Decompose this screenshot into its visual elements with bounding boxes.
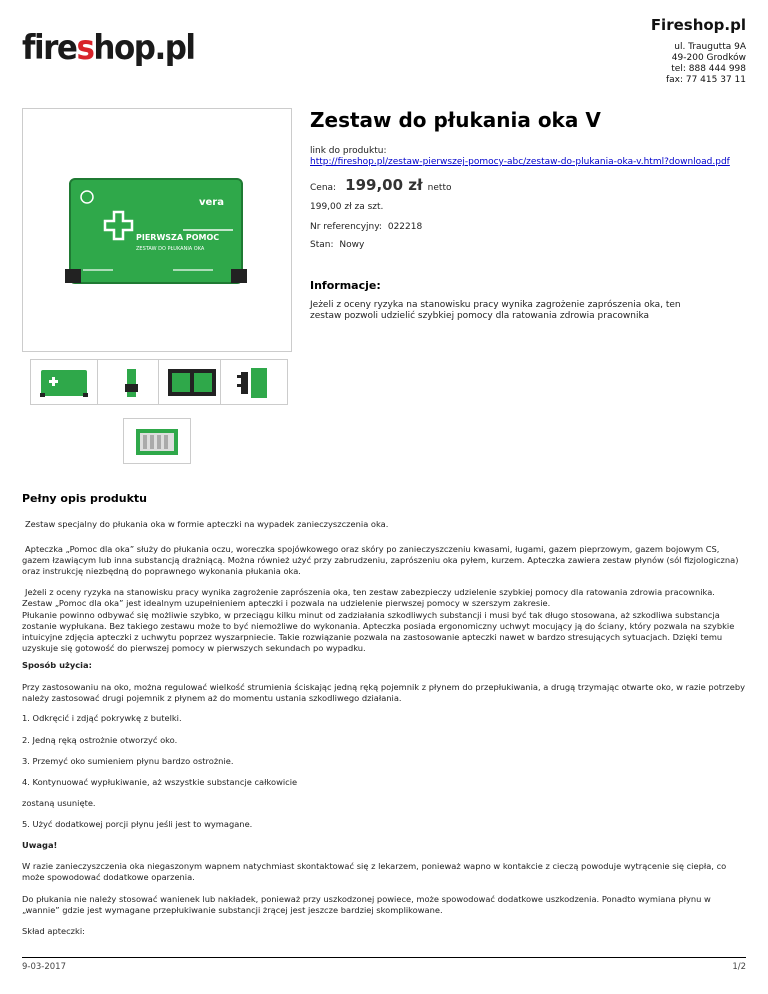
reference-value: 022218 (387, 222, 423, 232)
state-row (310, 240, 364, 250)
footer-rule (22, 957, 746, 958)
state-label: Stan: (310, 240, 334, 250)
state-value: Nowy (339, 240, 365, 250)
unit-price: 199,00 zł za szt. (310, 202, 384, 212)
thumbnail-3[interactable] (158, 359, 226, 405)
price-label: Cena: (310, 183, 337, 193)
price-value: 199,00 zł (345, 176, 423, 194)
desc-paragraph-3a: Jeżeli z oceny ryzyka na stanowisku pracy wynika zagrożenie zaprószenia oka, ten zestaw zabezpieczy udzielenie szybkiej pomocy dla ratowania zdrowia pracownika. Zestaw „Pomoc dla oka” jest idealnym uzupełnieniem apteczki i pozwala na udzielenie pierwszej pomocy w szerszym zakresie. (22, 587, 715, 608)
desc-paragraph-2: Apteczka „Pomoc dla oka” służy do płukania oczu, woreczka spojówkowego oraz skóry po zanieczyszczeniu kwasami, ługami, gazem pieprzowym, gazem bojowym CS, gazem łzawiącym lub inna substancją drażniącą. Można również użyć przy zabrudzeniu, zaprószeniu oka pyłem, kurzem. Apteczka zawiera zestaw płynów (sól fizjologiczna) oraz instrukcję niezbędną do poprawnego wykonania płukania oka. (22, 544, 739, 576)
logo-text-fire: fire (22, 28, 77, 68)
thumbnail-5[interactable] (123, 418, 191, 464)
address-line-1: ul. Traugutta 9A (674, 42, 746, 52)
step-2: 2. Jedną ręką ostrożnie otworzyć oko. (22, 735, 178, 745)
price-suffix: netto (427, 183, 452, 193)
first-aid-box-image (23, 109, 291, 351)
fax: fax: 77 415 37 11 (665, 75, 746, 85)
warning-text-2: Do płukania nie należy stosować wanienek lub nakładek, ponieważ przy uszkodzonej powiece, może spowodować dodatkowe uszkodzenia. Ponadto wymiana płynu w „wannie” gdzie jest wymagane przepłukiwanie substancji żrącej jest jeszcze bardziej skomplikowane. (22, 894, 711, 915)
step-3: 3. Przemyć oko sumieniem płynu bardzo ostrożnie. (22, 756, 234, 766)
main-product-image[interactable] (22, 108, 292, 352)
thumbnail-5-image (124, 419, 190, 463)
box-title-text: PIERWSZA POMOC (136, 233, 220, 242)
site-name: Fireshop.pl (650, 16, 746, 34)
warning-text-1: W razie zanieczyszczenia oka niegaszonym wapnem natychmiast skontaktować się z lekarzem, ponieważ wapno w kontakcie z cieczą powoduje wytrącenie się ciepła, co może spowodować dodatkowe oparzenia. (22, 861, 727, 882)
box-subtitle-text: ZESTAW DO PŁUKANIA OKA (136, 246, 205, 252)
thumbnail-3-image (159, 360, 225, 404)
site-logo[interactable] (22, 28, 195, 68)
product-link-label: link do produktu: (310, 146, 387, 156)
footer-date: 9-03-2017 (22, 962, 66, 972)
info-text: Jeżeli z oceny ryzyka na stanowisku pracy wynika zagrożenie zaprószenia oka, ten zestaw pozwoli udzielić szybkiej pomocy dla ratowania zdrowia pracownika (310, 300, 681, 321)
info-heading: Informacje: (310, 279, 381, 292)
desc-paragraph-1: Zestaw specjalny do płukania oka w formie apteczki na wypadek zanieczyszczenia oka. (25, 519, 389, 529)
thumbnail-1-image (31, 360, 97, 404)
desc-paragraph-3b: Płukanie powinno odbywać się możliwie szybko, w przeciągu kilku minut od zadziałania szkodliwych substancji i musi być tak długo stosowana, aż szkodliwa substancja zostanie wypłukana. Bez takiego zestawu może to być niemożliwe do wykonania. Apteczka posiada ergonomiczny uchwyt mocujący ją do ściany, który pozwala na szybkie intuicyjne zdjęcia apteczki z uchwytu poprzez wyszarpniecie. Takie rozwiązanie pozwala na zastosowanie apteczki nawet w bardzo stresujących sytuacjach. Dzięki temu uzyskuje się gotowość do pierwszej pomocy w pierwszych sekundach po wypadku. (22, 610, 735, 653)
thumbnail-2-image (98, 360, 164, 404)
full-description-heading: Pełny opis produktu (22, 492, 147, 505)
thumbnail-2[interactable] (97, 359, 165, 405)
step-4: 4. Kontynuować wypłukiwanie, aż wszystkie substancje całkowicie (22, 777, 298, 787)
thumbnail-4[interactable] (220, 359, 288, 405)
reference-row (310, 222, 422, 232)
usage-text: Przy zastosowaniu na oko, można regulować wielkość strumienia ściskając jedną ręką pojemnik z płynem do przepłukiwania, a drugą trzymając otwarte oko, w razie potrzeby należy zastosować drugi pojemnik z płynem aż do momentu ustania szkodliwego działania. (22, 682, 746, 703)
thumbnail-1[interactable] (30, 359, 98, 405)
contact-block (666, 42, 746, 86)
step-5: 5. Użyć dodatkowej porcji płynu jeśli jest to wymagane. (22, 819, 253, 829)
warning-heading: Uwaga! (22, 840, 58, 850)
logo-text-hop: hop.pl (93, 28, 195, 68)
footer-page-number: 1/2 (732, 962, 746, 972)
usage-heading: Sposób użycia: (22, 660, 92, 670)
product-title: Zestaw do płukania oka V (310, 108, 601, 132)
composition-label: Skład apteczki: (22, 926, 85, 936)
reference-label: Nr referencyjny: (310, 222, 382, 232)
thumbnail-4-image (221, 360, 287, 404)
step-1: 1. Odkręcić i zdjąć pokrywkę z butelki. (22, 713, 182, 723)
price-row (310, 175, 451, 194)
address-line-2: 49-200 Grodków (671, 53, 746, 63)
box-brand-text: vera (199, 197, 224, 208)
logo-text-s: s (76, 28, 94, 68)
phone: tel: 888 444 998 (671, 64, 746, 74)
step-4-continued: zostaną usunięte. (22, 798, 96, 808)
product-link[interactable]: http://fireshop.pl/zestaw-pierwszej-pomocy-abc/zestaw-do-plukania-oka-v.html?download.pdf (310, 157, 730, 167)
